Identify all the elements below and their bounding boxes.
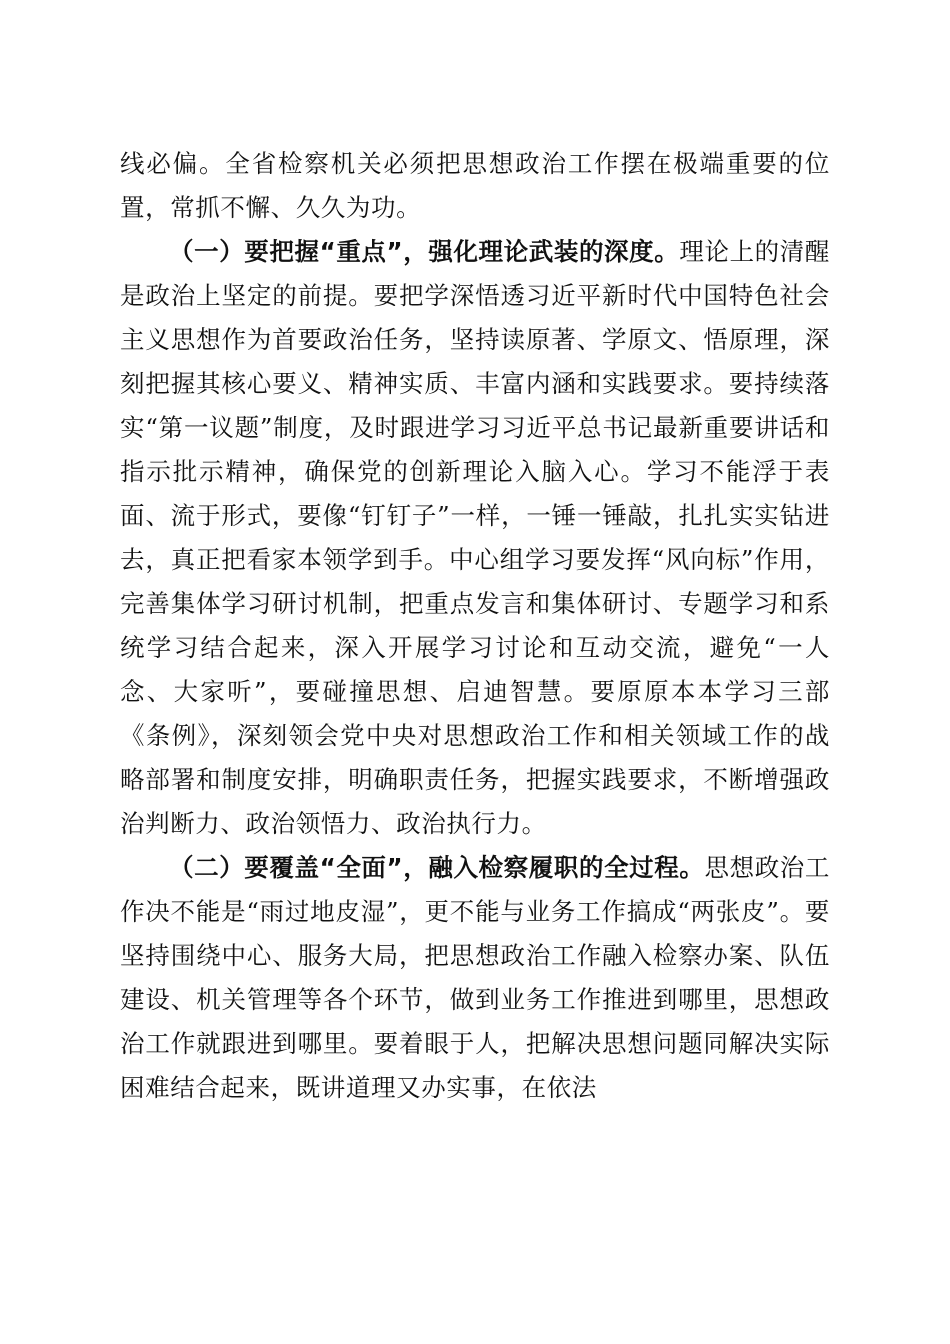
section-1-body: 理论上的清醒是政治上坚定的前提。要把学深悟透习近平新时代中国特色社会主义思想作为首要政治任务，坚持读原著、学原文、悟原理，深刻把握其核心要义、精神实质、丰富内涵和实践要求。要持续落实“第一议题”制度，及时跟进学习习近平总书记最新重要讲话和指示批示精神，确保党的创新理论入脑入心。学习不能浮于表面、流于形式，要像“钉钉子”一样，一锤一锤敲，扎扎实实钻进去，真正把看家本领学到手。中心组学习要发挥“风向标”作用，完善集体学习研讨机制，把重点发言和集体研讨、专题学习和系统学习结合起来，深入开展学习讨论和互动交流，避免“一人念、大家听”，要碰撞思想、启迪智慧。要原原本本学习三部《条例》，深刻领会党中央对思想政治工作和相关领域工作的战略部署和制度安排，明确职责任务，把握实践要求，不断增强政治判断力、政治领悟力、政治执行力。 — [120, 237, 830, 838]
section-2-heading: （二）要覆盖“全面”，融入检察履职的全过程。 — [169, 853, 705, 882]
section-1-paragraph — [120, 230, 830, 846]
section-2-paragraph — [120, 846, 830, 1110]
document-body — [120, 142, 830, 1110]
paragraph-continuation: 线必偏。全省检察机关必须把思想政治工作摆在极端重要的位置，常抓不懈、久久为功。 — [120, 149, 830, 222]
section-1-heading: （一）要把握“重点”，强化理论武装的深度。 — [169, 237, 680, 266]
section-2-body: 思想政治工作决不能是“雨过地皮湿”，更不能与业务工作搞成“两张皮”。要坚持围绕中心、服务大局，把思想政治工作融入检察办案、队伍建设、机关管理等各个环节，做到业务工作推进到哪里，思想政治工作就跟进到哪里。要着眼于人，把解决思想问题同解决实际困难结合起来，既讲道理又办实事，在依法 — [120, 853, 830, 1102]
